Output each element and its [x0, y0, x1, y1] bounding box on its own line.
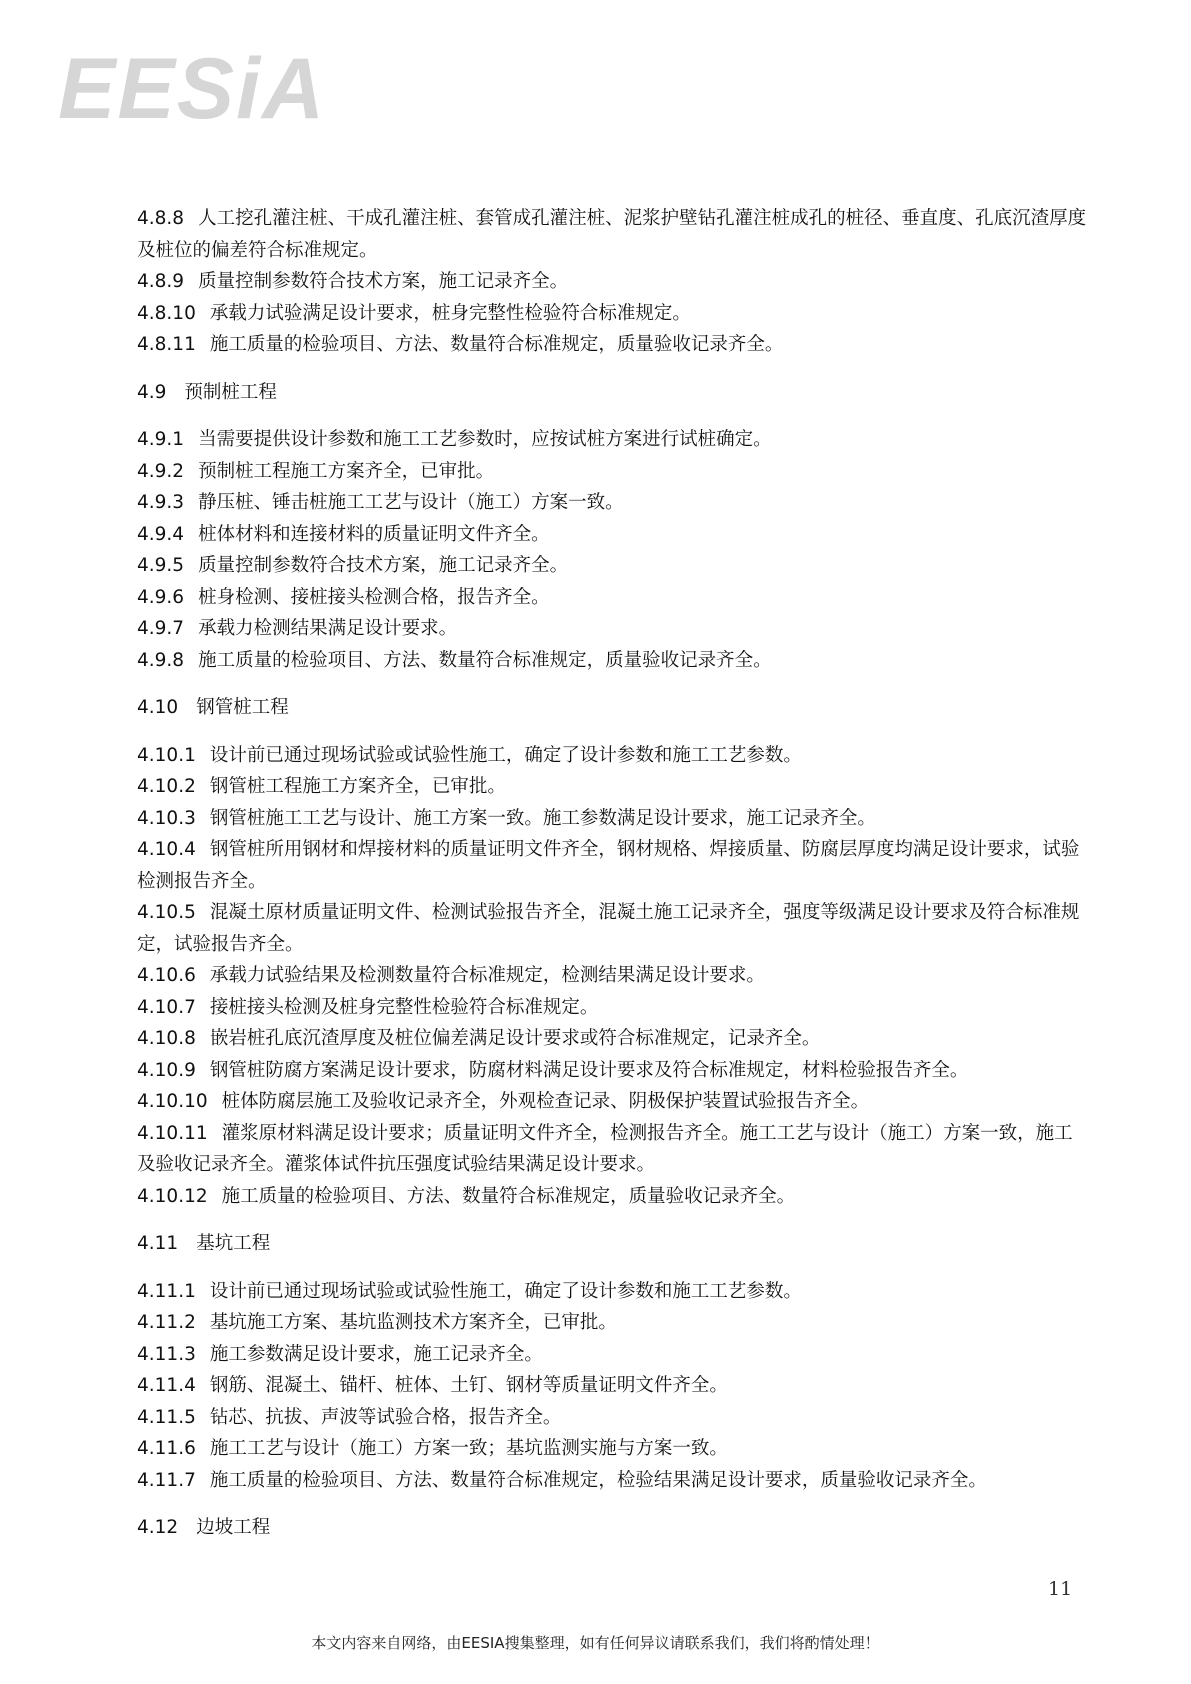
clause-text: 施工质量的检验项目、方法、数量符合标准规定，质量验收记录齐全。 [209, 334, 784, 355]
clause-item [137, 1370, 1087, 1402]
clause-item [137, 266, 1087, 298]
clause-number: 4.10.2 [137, 776, 196, 797]
clause-number: 4.11.7 [137, 1469, 196, 1491]
clause-text: 钢管桩所用钢材和焊接材料的质量证明文件齐全，钢材规格、焊接质量、防腐层厚度均满足设计要求，试验检测报告齐全。 [137, 839, 1080, 892]
section-title: 钢管桩工程 [196, 697, 289, 718]
clause-number: 4.9.1 [137, 429, 185, 450]
clause-text: 施工质量的检验项目、方法、数量符合标准规定，检验结果满足设计要求，质量验收记录齐全。 [209, 1469, 987, 1491]
clause-number: 4.10.8 [137, 1028, 196, 1049]
clause-text: 质量控制参数符合技术方案，施工记录齐全。 [198, 271, 569, 292]
clause-item [137, 834, 1087, 897]
clause-number: 4.8.9 [137, 271, 185, 292]
clause-number: 4.8.8 [137, 208, 185, 229]
clause-text: 承载力试验结果及检测数量符合标准规定，检测结果满足设计要求。 [209, 965, 765, 986]
clause-text: 混凝土原材质量证明文件、检测试验报告齐全，混凝土施工记录齐全，强度等级满足设计要求及符合标准规定，试验报告齐全。 [137, 902, 1080, 955]
clause-number: 4.11.2 [137, 1312, 196, 1333]
clause-number: 4.9.7 [137, 618, 185, 639]
clause-text: 基坑施工方案、基坑监测技术方案齐全，已审批。 [209, 1312, 617, 1333]
page-number: 11 [1048, 1578, 1073, 1600]
section-title: 边坡工程 [196, 1517, 271, 1538]
clause-text: 人工挖孔灌注桩、干成孔灌注桩、套管成孔灌注桩、泥浆护壁钻孔灌注桩成孔的桩径、垂直度、孔底沉渣厚度及桩位的偏差符合标准规定。 [137, 208, 1087, 261]
clause-text: 预制桩工程施工方案齐全，已审批。 [198, 460, 495, 482]
footer-notice: 本文内容来自网络，由EESIA搜集整理，如有任何异议请联系我们，我们将酌情处理！ [311, 1634, 880, 1652]
clause-item [137, 487, 1087, 519]
section-heading [137, 377, 1087, 409]
clause-number: 4.10 [137, 697, 179, 718]
clause-text: 施工质量的检验项目、方法、数量符合标准规定，质量验收记录齐全。 [221, 1185, 796, 1207]
section-heading [137, 1228, 1087, 1260]
clause-text: 设计前已通过现场试验或试验性施工，确定了设计参数和施工工艺参数。 [209, 744, 802, 766]
clause-number: 4.10.11 [137, 1122, 208, 1144]
clause-number: 4.10.7 [137, 996, 196, 1018]
clause-number: 4.10.12 [137, 1185, 208, 1207]
clause-text: 施工工艺与设计（施工）方案一致；基坑监测实施与方案一致。 [209, 1438, 728, 1459]
section-heading [137, 1512, 1087, 1544]
clause-number: 4.9.6 [137, 586, 185, 608]
clause-number: 4.11.4 [137, 1375, 196, 1396]
document-body [137, 203, 1087, 1560]
clause-text: 钢管桩工程施工方案齐全，已审批。 [209, 776, 506, 797]
clause-number: 4.9.8 [137, 649, 185, 671]
clause-number: 4.11.5 [137, 1406, 196, 1428]
clause-item [137, 550, 1087, 582]
clause-item [137, 582, 1087, 614]
clause-number: 4.11 [137, 1233, 179, 1254]
clause-item [137, 519, 1087, 551]
clause-number: 4.9.4 [137, 523, 185, 545]
clause-item [137, 645, 1087, 677]
clause-number: 4.8.10 [137, 302, 196, 324]
clause-text: 施工质量的检验项目、方法、数量符合标准规定，质量验收记录齐全。 [198, 649, 772, 671]
clause-number: 4.9.2 [137, 460, 185, 482]
clause-item [137, 456, 1087, 488]
clause-item [137, 1055, 1087, 1087]
clause-number: 4.10.1 [137, 744, 196, 766]
clause-number: 4.10.9 [137, 1059, 196, 1081]
clause-item [137, 613, 1087, 645]
clause-text: 当需要提供设计参数和施工工艺参数时，应按试桩方案进行试桩确定。 [198, 429, 772, 450]
clause-number: 4.9.5 [137, 555, 185, 576]
clause-item [137, 960, 1087, 992]
section-title: 预制桩工程 [184, 381, 277, 403]
clause-text: 施工参数满足设计要求，施工记录齐全。 [209, 1343, 543, 1365]
clause-number: 4.10.6 [137, 965, 196, 986]
clause-text: 桩体防腐层施工及验收记录齐全，外观检查记录、阴极保护装置试验报告齐全。 [221, 1091, 870, 1112]
clause-item [137, 1433, 1087, 1465]
clause-text: 桩身检测、接桩接头检测合格，报告齐全。 [198, 586, 550, 608]
clause-item [137, 1465, 1087, 1497]
clause-number: 4.10.3 [137, 807, 196, 829]
clause-text: 钢管桩施工工艺与设计、施工方案一致。施工参数满足设计要求，施工记录齐全。 [209, 807, 876, 829]
clause-number: 4.9.3 [137, 492, 185, 513]
eesia-logo: EESiA [58, 41, 327, 137]
section-heading [137, 692, 1087, 724]
clause-number: 4.11.1 [137, 1280, 196, 1302]
clause-text: 质量控制参数符合技术方案，施工记录齐全。 [198, 555, 569, 576]
clause-text: 静压桩、锤击桩施工工艺与设计（施工）方案一致。 [198, 492, 624, 513]
clause-item [137, 298, 1087, 330]
clause-number: 4.11.6 [137, 1438, 196, 1459]
clause-number: 4.9 [137, 381, 167, 403]
clause-item [137, 803, 1087, 835]
clause-text: 钻芯、抗拔、声波等试验合格，报告齐全。 [209, 1406, 562, 1428]
clause-item [137, 1023, 1087, 1055]
clause-number: 4.10.4 [137, 839, 196, 860]
clause-text: 承载力检测结果满足设计要求。 [198, 618, 458, 639]
clause-number: 4.11.3 [137, 1343, 196, 1365]
clause-text: 承载力试验满足设计要求，桩身完整性检验符合标准规定。 [209, 302, 691, 324]
clause-text: 接桩接头检测及桩身完整性检验符合标准规定。 [209, 996, 599, 1018]
section-title: 基坑工程 [196, 1233, 271, 1254]
clause-text: 钢筋、混凝土、锚杆、桩体、土钉、钢材等质量证明文件齐全。 [209, 1375, 728, 1396]
clause-number: 4.10.5 [137, 902, 196, 923]
clause-item [137, 1118, 1087, 1181]
clause-item [137, 740, 1087, 772]
clause-item [137, 203, 1087, 266]
clause-text: 钢管桩防腐方案满足设计要求，防腐材料满足设计要求及符合标准规定，材料检验报告齐全。 [209, 1059, 969, 1081]
clause-item [137, 1339, 1087, 1371]
clause-item [137, 329, 1087, 361]
clause-item [137, 1086, 1087, 1118]
clause-item [137, 1181, 1087, 1213]
clause-text: 桩体材料和连接材料的质量证明文件齐全。 [198, 523, 550, 545]
clause-item [137, 424, 1087, 456]
clause-text: 灌浆原材料满足设计要求；质量证明文件齐全，检测报告齐全。施工工艺与设计（施工）方案一致，施工及验收记录齐全。灌浆体试件抗压强度试验结果满足设计要求。 [137, 1122, 1073, 1175]
clause-item [137, 897, 1087, 960]
clause-text: 设计前已通过现场试验或试验性施工，确定了设计参数和施工工艺参数。 [209, 1280, 802, 1302]
clause-item [137, 1307, 1087, 1339]
clause-text: 嵌岩桩孔底沉渣厚度及桩位偏差满足设计要求或符合标准规定，记录齐全。 [209, 1028, 821, 1049]
clause-item [137, 1276, 1087, 1308]
clause-number: 4.12 [137, 1517, 179, 1538]
clause-item [137, 1402, 1087, 1434]
clause-item [137, 992, 1087, 1024]
clause-item [137, 771, 1087, 803]
clause-number: 4.8.11 [137, 334, 196, 355]
clause-number: 4.10.10 [137, 1091, 208, 1112]
